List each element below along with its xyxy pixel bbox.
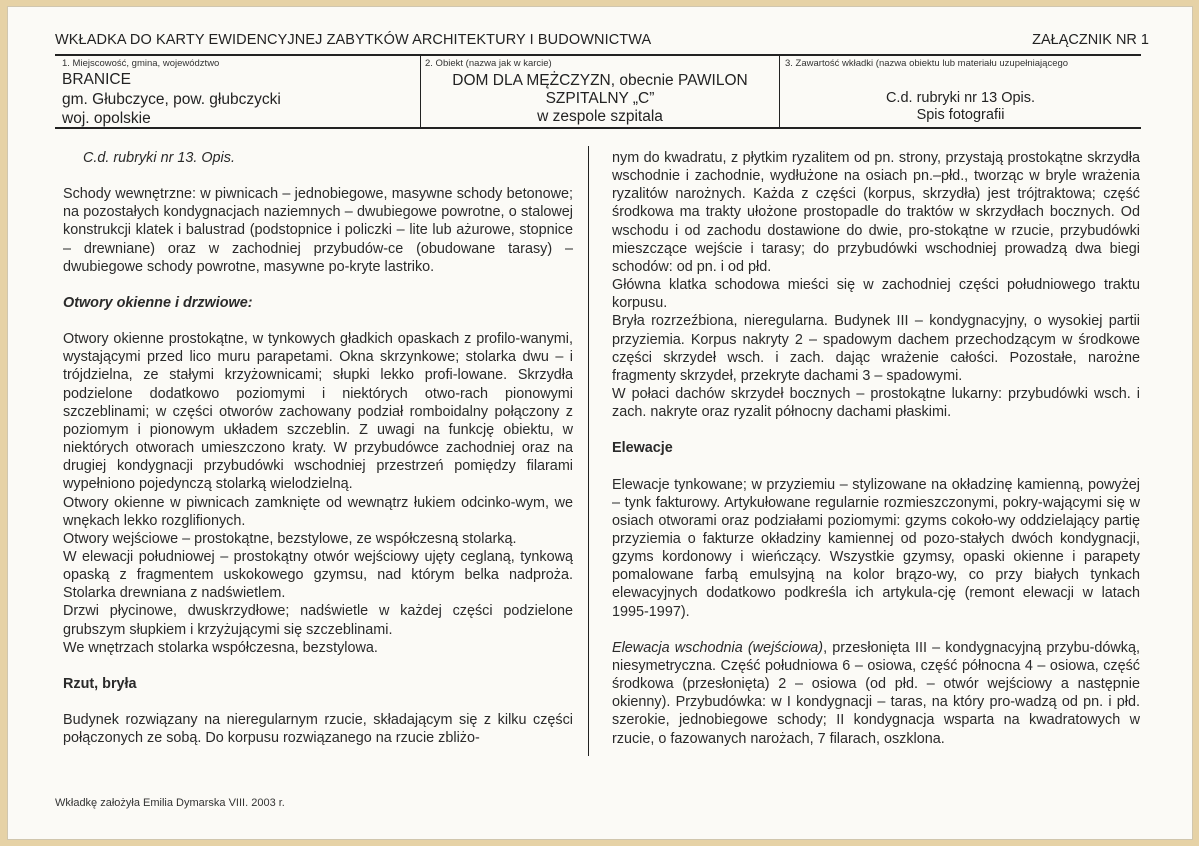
section-heading-openings: Otwory okienne i drzwiowe: <box>63 294 253 311</box>
left-column <box>63 149 573 747</box>
header-rule-bottom <box>55 127 1141 129</box>
paragraph-openings-2: Otwory okienne w piwnicach zamknięte od wewnątrz łukiem odcinko-wym, we wnękach lekko rozglifionych. <box>63 494 573 529</box>
field1-label: 1. Miejscowość, gmina, województwo <box>62 58 220 69</box>
section-heading-elevations: Elewacje <box>612 440 673 457</box>
paragraph-plan-2: Główna klatka schodowa mieści się w zachodniej części południowego traktu korpusu. <box>612 277 1140 312</box>
paragraph-openings-1: Otwory okienne prostokątne, w tynkowych gładkich opaskach z profilo-wanymi, wystającymi przed lico muru parapetami. Okna skrzynkowe; stolarka dwu – i trójdzielna, ze stałymi krzyżownicami; słupki lekko profi-lowane. Skrzydła podzielone dodatkowo poziomymi i niektórych otwo-rach pionowymi szczeblinami; w części otworów zachowany podział romboidalny połączony z poziomym i pionowym układem szczeblin. Z uwagi na funkcję obiektu, w niektórych otworach umieszczono kraty. W przybudówce zachodniej oraz na drugiej kondygnacji przybudówki wschodniej przestrzeń pomiędzy filarami wypełniono pojedynczą stolarką wielodzielną. <box>63 331 573 493</box>
paragraph-openings-6: We wnętrzach stolarka współczesna, bezstylowa. <box>63 639 378 656</box>
paragraph-stairs: Schody wewnętrzne: w piwnicach – jednobiegowe, masywne schody betonowe; na pozostałych kondygnacjach naziemnych – dwubiegowe powrotne, o stalowej konstrukcji klatek i balustrad (podstopnice i policzki – lite lub ażurowe, stopnice – drewniane) oraz w zachodniej przybudów-ce (obudowane tarasy) – dwubiegowe schody powrotne, masywne po-kryte lastriko. <box>63 186 573 275</box>
paragraph-openings-5: Drzwi płycinowe, dwuskrzydłowe; nadświetle w każdej części podzielone grubszym słupkiem i krzyżującymi się szczeblinami. <box>63 603 573 638</box>
form-title: WKŁADKA DO KARTY EWIDENCYJNEJ ZABYTKÓW ARCHITEKTURY I BUDOWNICTWA <box>55 32 652 48</box>
right-column <box>612 149 1140 748</box>
section-heading-plan: Rzut, bryła <box>63 675 137 692</box>
field2-label: 2. Obiekt (nazwa jak w karcie) <box>425 58 552 69</box>
paragraph-openings-4: W elewacji południowej – prostokątny otwór wejściowy ujęty ceglaną, tynkową opaską z fragmentem uskokowego gzymsu, nad którym belka nadproża. Stolarka drewniana z nadświetlem. <box>63 548 573 602</box>
field1-line3: woj. opolskie <box>62 110 151 127</box>
paragraph-elevations-1: Elewacje tynkowane; w przyziemiu – stylizowane na okładzinę kamienną, powyżej – tynk fakturowy. Artykułowane regularnie rozmieszczonymi, pokry-wającymi się w osiach otworami oraz podziałami poziomymi: gzyms cokoło-wy oddzielający partię przyziemia o fakturze okładziny kamiennej od pozo-stałych dwóch kondygnacji, gzyms kordonowy i wieńczący. Wszystkie gzymsy, opaski okienne i parapety pomalowane farbą emulsyjną na kolor brązo-wy, co przy białych tynkach elewacyjnych dodatkowo podkreśla ich artykula-cję (remont elewacji w latach 1995-1997). <box>612 476 1140 620</box>
field1-line2: gm. Głubczyce, pow. głubczycki <box>62 91 281 108</box>
paragraph-openings-3: Otwory wejściowe – prostokątne, bezstylowe, ze współczesną stolarką. <box>63 530 517 547</box>
paragraph-plan: Budynek rozwiązany na nieregularnym rzucie, składającym się z kilku części połączonych ze sobą. Do korpusu rozwiązanego na rzucie zbliżo- <box>63 712 573 747</box>
east-elevation-text: , przesłonięta III – kondygnacyjną przybu-dówką, niesymetryczna. Część południowa 6 – osiowa, część północna 4 – osiowa, część środkowa (przesłonięta) 2 – osiowa (od płd. – otwór wejściowy a następnie okienny). Przybudówka: w I kondygnacji – taras, na który pro-wadzą od pn. i płd. szerokie, jednobiegowe schody; II kondygnacja wsparta na kwadratowych w rzucie, o fazowanych narożach, 7 filarach, oszklona. <box>612 639 1141 747</box>
paragraph-elevations-east <box>612 639 1140 748</box>
field3-line1: C.d. rubryki nr 13 Opis. <box>885 90 1036 106</box>
field1-line1: BRANICE <box>62 71 131 88</box>
field3-label: 3. Zawartość wkładki (nazwa obiektu lub materiału uzupełniającego <box>785 58 1069 69</box>
column-divider <box>588 146 589 756</box>
paragraph-plan-continued: nym do kwadratu, z płytkim ryzalitem od pn. strony, przystają prostokątne skrzydła wschodnie i zachodnie, wydłużone na osiach pn.–płd., tworząc w bryle wrażenia ryzalitów narożnych. Każda z części (korpus, skrzydła) jest trójtraktowa; część środkowa ma trakty ułożone prostopadle do traktów w skrzydłach bocznych. Od wschodu i od zachodu dostawione do dwie, pro-stokątne w rzucie, przybudówki mieszczące wejście i tarasy; do przybudówki wschodniej prowadzą dwa biegi schodów: od pn. i od płd. <box>612 150 1140 275</box>
paragraph-plan-4: W połaci dachów skrzydeł bocznych – prostokątne lukarny: przybudówki wsch. i zach. nakryte oraz ryzalit północny dachami płaskimi. <box>612 386 1140 421</box>
annex-number: ZAŁĄCZNIK NR 1 <box>1032 32 1149 48</box>
continuation-heading: C.d. rubryki nr 13. Opis. <box>83 150 235 166</box>
header-rule-top <box>55 54 1141 56</box>
field3-line2: Spis fotografii <box>916 107 1005 123</box>
paragraph-plan-3: Bryła rozrzeźbiona, nieregularna. Budynek III – kondygnacyjny, o wysokiej partii przyziemia. Korpus nakryty 2 – spadowym dachem przechodzącym w środkowe części skrzydeł wsch. i zach. dając wrażenie całości. Pozostałe, narożne fragmenty skrzydeł, przekryte dachami 3 – spadowymi. <box>612 313 1140 384</box>
field2-line2: SZPITALNY „C” <box>545 90 655 107</box>
east-elevation-title: Elewacja wschodnia (wejściowa) <box>612 639 824 656</box>
field2-line3: w zespole szpitala <box>537 108 663 125</box>
footer-note: Wkładkę założyła Emilia Dymarska VIII. 2003 r. <box>55 797 285 809</box>
field2-line1: DOM DLA MĘŻCZYZN, obecnie PAWILON <box>452 72 748 89</box>
